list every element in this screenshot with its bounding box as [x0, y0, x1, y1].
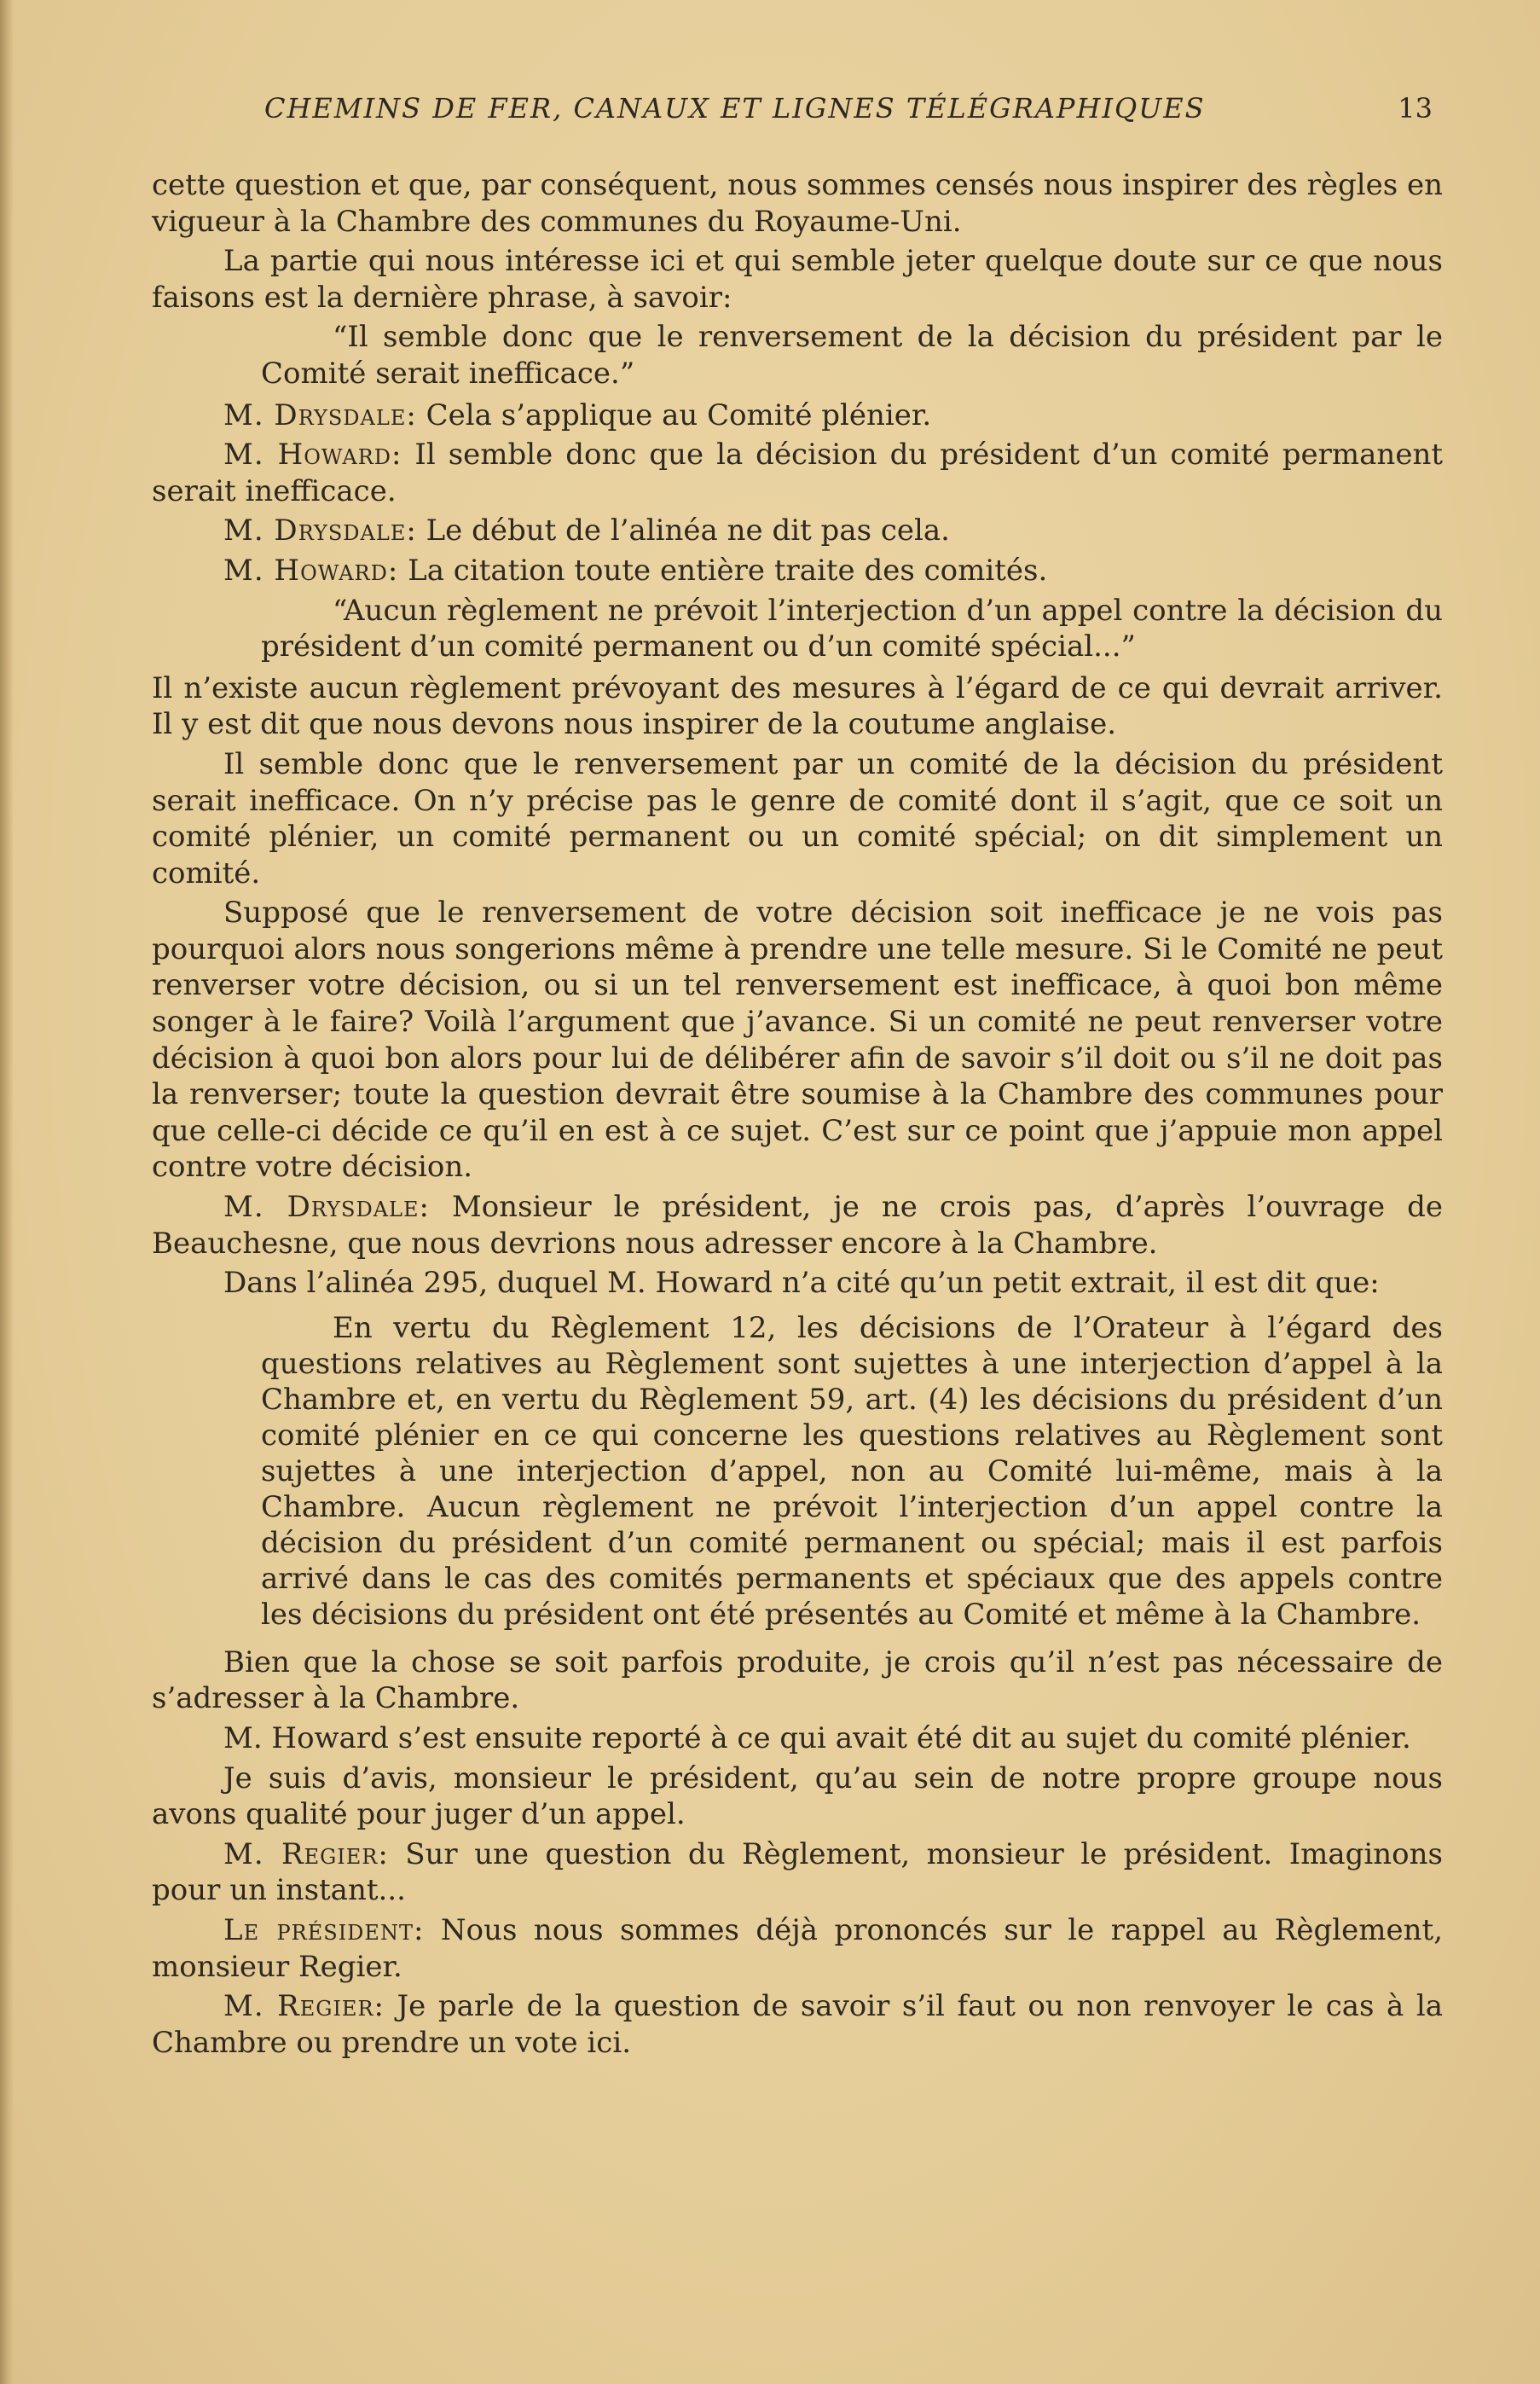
paragraph — [152, 1988, 1443, 2061]
speaker-name: M. Drysdale: — [223, 513, 417, 548]
paragraph — [152, 1836, 1443, 1909]
paragraph — [152, 553, 1443, 589]
paragraph — [152, 243, 1443, 316]
paragraph-text: M. Howard s’est ensuite reporté à ce qui avait été dit au sujet du comité plénier. — [223, 1721, 1411, 1755]
paragraph — [152, 513, 1443, 549]
paragraph-text: Il semble donc que la décision du président d’un comité permanent serait inefficace. — [152, 438, 1443, 508]
paragraph-text: “Aucun règlement ne prévoit l’interjection d’un appel contre la décision du président d’un comité permanent ou d’un comité spécial...” — [261, 593, 1443, 664]
quotation — [152, 593, 1443, 665]
paragraph — [152, 1760, 1443, 1833]
paragraph-text: Monsieur le président, je ne crois pas, d’après l’ouvrage de Beauchesne, que nous devrions nous adresser encore à la Chambre. — [152, 1190, 1443, 1261]
page-header — [153, 92, 1433, 135]
paragraph-text: Il n’existe aucun règlement prévoyant des mesures à l’égard de ce qui devrait arriver. Il y est dit que nous devons nous inspirer de la coutume anglaise. — [152, 670, 1443, 742]
paragraph-text: En vertu du Règlement 12, les décisions de l’Orateur à l’égard des questions relatives au Règlement sont sujettes à une interjection d’appel à la Chambre et, en vertu du Règlement 59, art. (4) les décisions du président d’un comité plénier en ce qui concerne les questions relatives au Règlement sont sujettes à une interjection d’appel, non au Comité lui-même, mais à la Chambre. Aucun règlement ne prévoit l’interjection d’un appel contre la décision du président d’un comité permanent ou spécial; mais il est parfois arrivé dans le cas des comités permanents et spéciaux que des appels contre les décisions du président ont été présentés au Comité et même à la Chambre. — [261, 1310, 1443, 1632]
speaker-name: M. Howard: — [223, 553, 399, 588]
speaker-name: Le président: — [223, 1912, 425, 1947]
paragraph-text: Dans l’alinéa 295, duquel M. Howard n’a cité qu’un petit extrait, il est dit que: — [223, 1266, 1380, 1301]
page-binding-edge — [0, 0, 14, 2384]
paragraph-text: cette question et que, par conséquent, nous sommes censés nous inspirer des règles en vigueur à la Chambre des communes du Royaume-Uni. — [152, 168, 1443, 239]
quotation — [152, 319, 1443, 392]
paragraph-text: La citation toute entière traite des comités. — [398, 553, 1048, 588]
paragraph-text: Le début de l’alinéa ne dit pas cela. — [416, 513, 950, 548]
page-number: 13 — [1398, 92, 1433, 125]
paragraph-text: Je parle de la question de savoir s’il faut ou non renvoyer le cas à la Chambre ou prendre un vote ici. — [152, 1989, 1443, 2060]
paragraph — [152, 1265, 1443, 1302]
paragraph-text: Cela s’applique au Comité plénier. — [416, 397, 932, 432]
paragraph-text: Je suis d’avis, monsieur le président, qu’au sein de notre propre groupe nous avons qualité pour juger d’un appel. — [152, 1760, 1443, 1832]
paragraph-text: Nous nous sommes déjà prononcés sur le rappel au Règlement, monsieur Regier. — [152, 1912, 1444, 1984]
paragraph-text: “Il semble donc que le renversement de la décision du président par le Comité serait inefficace.” — [261, 320, 1443, 391]
running-head: CHEMINS DE FER, CANAUX ET LIGNES TÉLÉGRAPHIQUES — [264, 92, 1206, 125]
paragraph — [152, 167, 1443, 240]
speaker-name: M. Drysdale: — [223, 1190, 430, 1225]
paragraph — [152, 1189, 1443, 1262]
paragraph-text: Bien que la chose se soit parfois produite, je crois qu’il n’est pas nécessaire de s’adresser à la Chambre. — [152, 1644, 1443, 1716]
paragraph — [152, 437, 1443, 509]
paragraph — [152, 746, 1443, 891]
paragraph — [152, 397, 1443, 434]
speaker-name: M. Howard: — [223, 438, 402, 473]
paragraph — [152, 1644, 1443, 1717]
block-quotation — [152, 1310, 1443, 1633]
paragraph-text: Sur une question du Règlement, monsieur le président. Imaginons pour un instant... — [152, 1836, 1443, 1908]
paragraph-text: La partie qui nous intéresse ici et qui semble jeter quelque doute sur ce que nous faisons est la dernière phrase, à savoir: — [152, 244, 1443, 315]
paragraph — [152, 1912, 1443, 1985]
paragraph — [152, 670, 1443, 743]
paragraph-text: Il semble donc que le renversement par un comité de la décision du président serait inefficace. On n’y précise pas le genre de comité dont il s’agit, que ce soit un comité plénier, un comité permanent ou un comité spécial; on dit simplement un comité. — [152, 746, 1443, 890]
paragraph — [152, 895, 1443, 1186]
paragraph — [152, 1720, 1443, 1757]
speaker-name: M. Regier: — [223, 1989, 385, 2024]
paragraph-text: Supposé que le renversement de votre décision soit inefficace je ne vois pas pourquoi alors nous songerions même à prendre une telle mesure. Si le Comité ne peut renverser votre décision, ou si un tel renversement est inefficace, à quoi bon même songer à le faire? Voilà l’argument que j’avance. Si un comité ne peut renverser votre décision à quoi bon alors pour lui de délibérer afin de savoir s’il doit ou s’il ne doit pas la renverser; toute la question devrait être soumise à la Chambre des communes pour que celle-ci décide ce qu’il en est à ce sujet. C’est sur ce point que j’appuie mon appel contre votre décision. — [152, 896, 1443, 1185]
speaker-name: M. Regier: — [223, 1836, 389, 1871]
body-text — [152, 167, 1443, 2064]
speaker-name: M. Drysdale: — [223, 397, 417, 432]
